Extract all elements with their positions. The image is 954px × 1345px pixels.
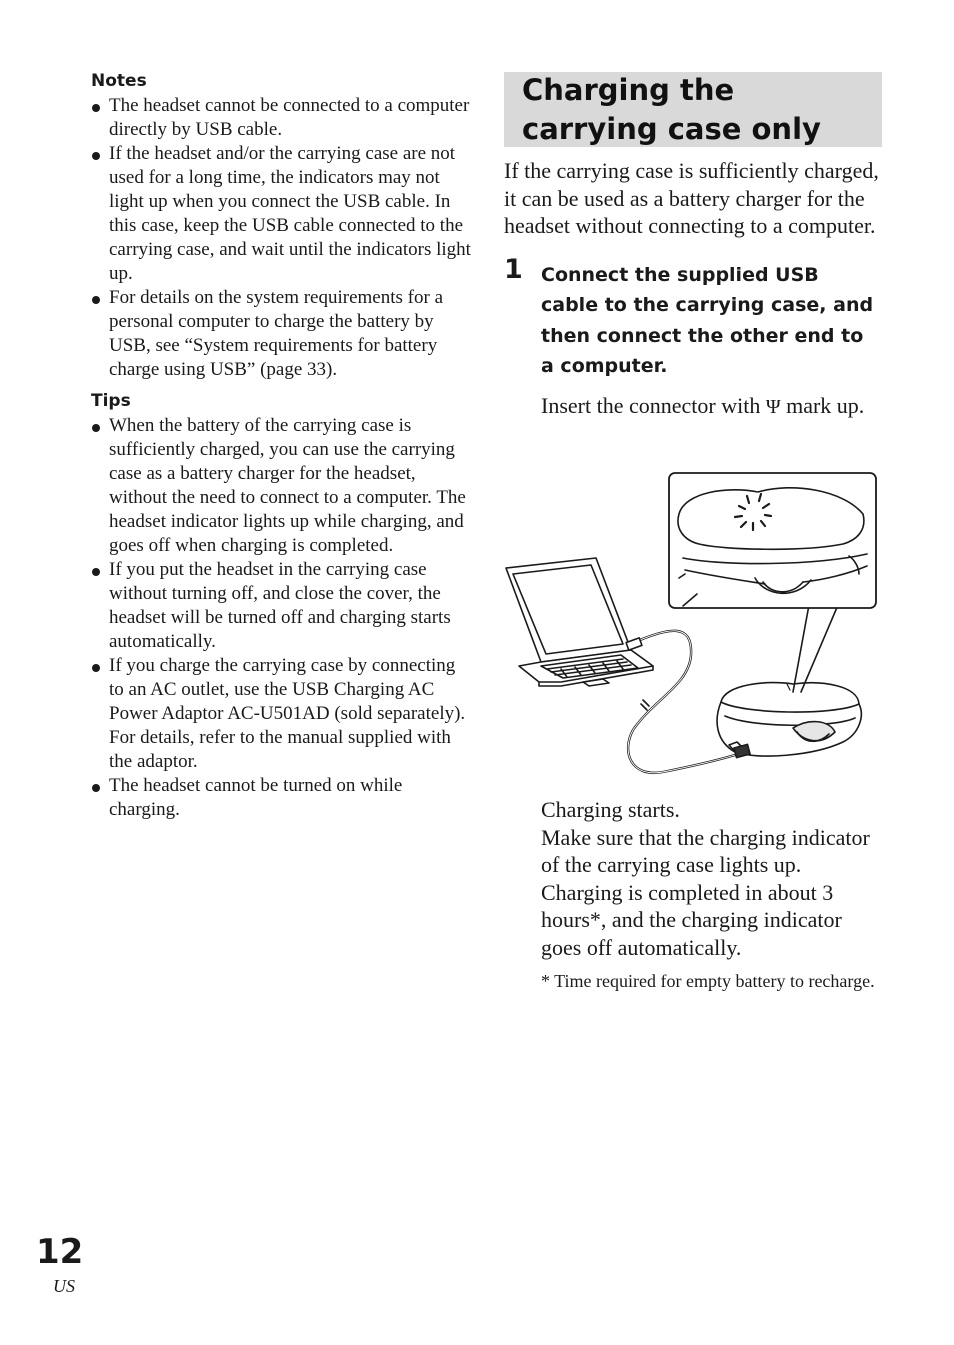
tip-item: If you put the headset in the carrying case without turning off, and close the cover, the headset will be turned off and charging starts automatically. — [91, 558, 471, 654]
step-instruction: Connect the supplied USB cable to the carrying case, and then connect the other end to a computer. — [541, 263, 874, 377]
step-1 — [504, 253, 882, 422]
bullet-icon — [92, 104, 100, 112]
right-column — [504, 72, 882, 421]
result-text-1: Charging starts. — [541, 797, 680, 822]
section-title-box — [504, 72, 882, 147]
footnote: * Time required for empty battery to recharge. — [541, 971, 875, 991]
bullet-icon — [92, 296, 100, 304]
result-text-3: Charging is completed in about 3 hours*, and the charging indicator goes off automatically. — [541, 879, 842, 960]
section-intro: If the carrying case is sufficiently charged, it can be used as a battery charger for the headset without connecting to a computer. — [504, 158, 879, 238]
left-column — [91, 70, 471, 822]
page-region-code: US — [53, 1276, 75, 1296]
note-item: The headset cannot be connected to a computer directly by USB cable. — [91, 94, 471, 142]
note-item: For details on the system requirements for a personal computer to charge the battery by USB, see “System requirements for battery charge using USB” (page 33). — [91, 286, 471, 382]
note-item: If the headset and/or the carrying case are not used for a long time, the indicators may not light up when you connect the USB cable. In this case, keep the USB cable connected to the carrying case, and wait until the indicators light up. — [91, 142, 471, 286]
usb-mark-icon: Ψ — [765, 395, 781, 418]
charging-illustration — [503, 470, 883, 785]
section-title: Charging the carrying case only — [522, 72, 821, 146]
notes-list — [91, 94, 471, 382]
step-number: 1 — [504, 253, 523, 285]
insert-instruction: Insert the connector with Ψ mark up. — [541, 392, 865, 418]
bullet-icon — [92, 664, 100, 672]
bullet-icon — [92, 784, 100, 792]
callout-lines — [793, 605, 838, 692]
bullet-icon — [92, 424, 100, 432]
carrying-case-icon — [717, 683, 861, 758]
laptop-icon — [506, 558, 653, 686]
tip-item: The headset cannot be turned on while charging. — [91, 774, 471, 822]
tips-list — [91, 414, 471, 822]
tips-heading: Tips — [91, 391, 131, 411]
tip-item: When the battery of the carrying case is sufficiently charged, you can use the carrying case as a battery charger for the headset, without the need to connect to a computer. The headset indicator lights up while charging, and goes off when charging is completed. — [91, 414, 471, 558]
notes-heading: Notes — [91, 71, 147, 91]
tip-item: If you charge the carrying case by connecting to an AC outlet, use the USB Charging AC Power Adaptor AC-U501AD (sold separately). For details, refer to the manual supplied with the adaptor. — [91, 654, 471, 774]
bullet-icon — [92, 568, 100, 576]
page-number: 12 — [36, 1232, 84, 1272]
bullet-icon — [92, 152, 100, 160]
step-result-block — [541, 796, 886, 993]
result-text-2: Make sure that the charging indicator of the carrying case lights up. — [541, 824, 870, 877]
